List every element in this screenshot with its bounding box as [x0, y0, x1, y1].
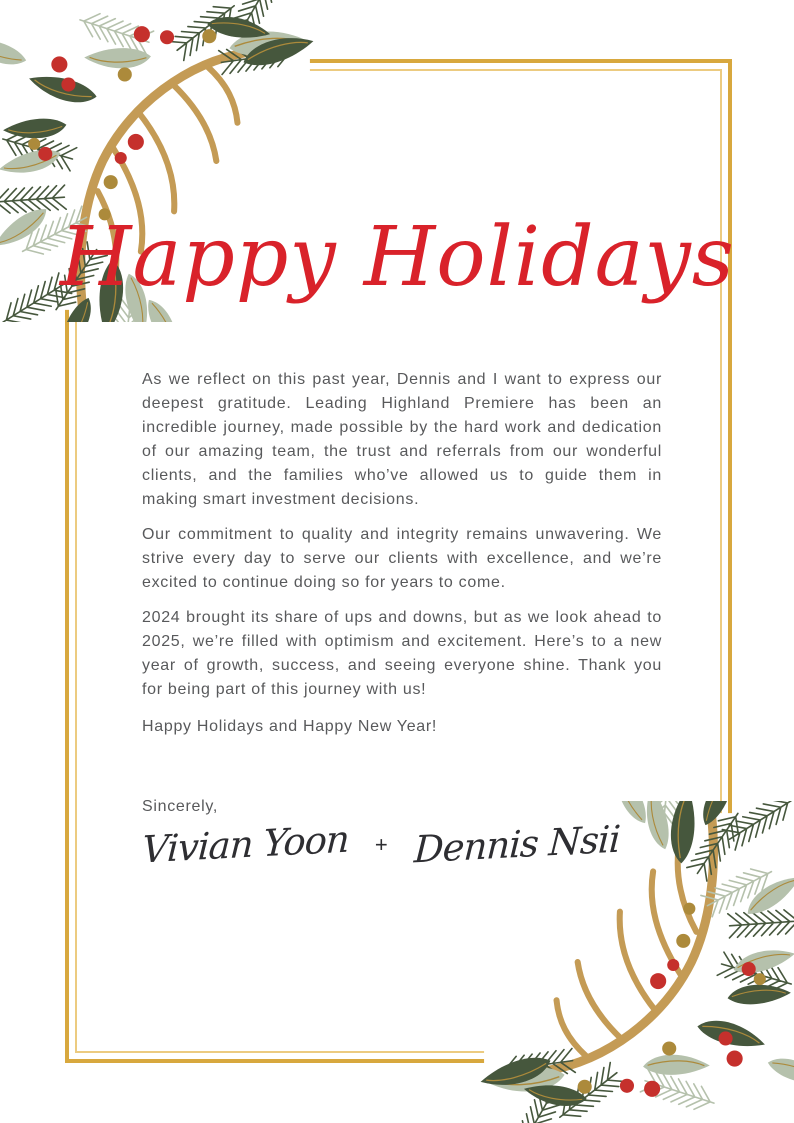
signature-dennis-nsii: Dennis Nsii: [413, 817, 622, 872]
signoff: Sincerely,: [142, 798, 219, 815]
holiday-title: Happy Holidays: [60, 210, 735, 305]
signature-row: [141, 817, 662, 872]
closing-line: Happy Holidays and Happy New Year!: [142, 718, 438, 735]
letter-paragraph: 2024 brought its share of ups and downs, but as we look ahead to 2025, we’re filled with optimism and excitement. Here’s to a new year of growth, success, and seeing everyone shine. Thank you for being part of this journey with us!: [142, 609, 662, 698]
letter-body: [141, 368, 662, 872]
signature-plus-sign: +: [374, 832, 389, 857]
letter-paragraph: As we reflect on this past year, Dennis and I want to express our deepest gratitude. Leading Highland Premiere has been an incredible journey, made possible by the hard work and dedication of our amazing team, the trust and referrals from our wonderful clients, and the families who’ve allowed us to guide them in making smart investment decisions.: [142, 371, 662, 508]
letter-paragraph: Our commitment to quality and integrity remains unwavering. We strive every day to serve our clients with excellence, and we’re excited to continue doing so for years to come.: [142, 526, 662, 591]
signature-vivian-yoon: Vivian Yoon: [141, 817, 350, 872]
